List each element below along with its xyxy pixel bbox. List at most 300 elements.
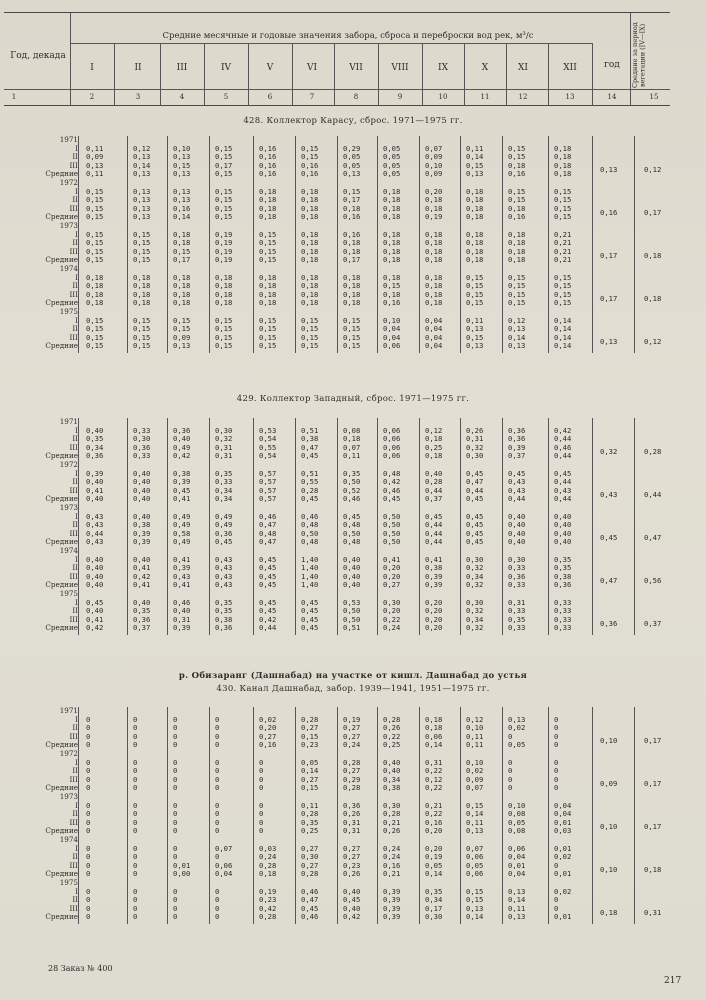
decade-label: II: [72, 520, 78, 530]
table-cell: 0,22: [425, 766, 443, 776]
table-cell: 0,13: [133, 203, 151, 213]
section-title: 428. Коллектор Карасу, сброс. 1971—1975 гг.: [243, 116, 463, 126]
table-cell: 0,13: [133, 186, 151, 196]
table-cell: 0,46: [554, 442, 572, 452]
table-cell: 0,11: [343, 451, 361, 461]
table-cell: 0,18: [383, 212, 401, 222]
page-number: 217: [664, 976, 682, 986]
table-cell: 0: [133, 852, 138, 862]
column-number: 12: [518, 93, 528, 101]
table-cell: 0,02: [259, 714, 277, 724]
decade-label: II: [72, 434, 78, 444]
table-cell: 0,40: [343, 903, 361, 913]
table-cell: 0,15: [466, 298, 484, 308]
table-cell: 0,18: [508, 160, 526, 170]
table-cell: 0: [173, 740, 178, 750]
table-cell: 0,44: [425, 485, 443, 495]
table-cell: 0,33: [554, 606, 572, 616]
table-cell: 0,16: [259, 160, 277, 170]
table-cell: 0,13: [173, 169, 191, 179]
table-cell: 0,21: [554, 255, 572, 265]
column-divider: [253, 707, 254, 924]
column-divider: [460, 136, 461, 353]
table-cell: 0,15: [301, 324, 319, 334]
column-divider: [548, 418, 549, 635]
table-cell: 0: [86, 886, 91, 896]
table-cell: 0,27: [301, 860, 319, 870]
month-header: XII: [563, 63, 577, 73]
decade-label: Средние: [45, 212, 78, 222]
table-cell: 0,42: [554, 425, 572, 435]
table-cell: 0,16: [383, 860, 401, 870]
table-cell: 0,45: [259, 554, 277, 564]
table-cell: 0: [508, 766, 513, 776]
table-cell: 0,16: [173, 203, 191, 213]
table-cell: 0,27: [301, 774, 319, 784]
section-title: 429. Коллектор Западный, сброс. 1971—1975 гг.: [236, 394, 470, 404]
table-cell: 0,05: [383, 143, 401, 153]
table-cell: 0,45: [466, 520, 484, 530]
column-number: 15: [649, 93, 659, 101]
column-divider: [502, 418, 503, 635]
table-cell: 0,45: [466, 537, 484, 547]
table-cell: 0,32: [466, 563, 484, 573]
table-cell: 0,12: [508, 315, 526, 325]
header-divider: [160, 43, 161, 105]
decade-label: III: [69, 289, 78, 299]
table-cell: 0,46: [301, 912, 319, 922]
table-cell: 0,14: [554, 315, 572, 325]
table-cell: 0,43: [508, 485, 526, 495]
vegetation-average: 0,17: [644, 208, 662, 218]
table-cell: 0,28: [343, 757, 361, 767]
decade-label: I: [75, 554, 78, 564]
table-cell: 0,40: [508, 520, 526, 530]
table-cell: 0,57: [259, 477, 277, 487]
month-header: IX: [438, 63, 448, 73]
year-average: 0,13: [600, 337, 618, 347]
table-cell: 0: [133, 766, 138, 776]
table-cell: 0,22: [383, 614, 401, 624]
table-cell: 0: [133, 886, 138, 896]
table-cell: 0,34: [383, 774, 401, 784]
table-cell: 0,48: [383, 468, 401, 478]
table-cell: 0,40: [133, 597, 151, 607]
table-cell: 0,18: [508, 246, 526, 256]
decade-label: Средние: [45, 623, 78, 633]
table-cell: 0,02: [508, 723, 526, 733]
table-cell: 0,45: [301, 597, 319, 607]
table-cell: 0,27: [343, 766, 361, 776]
table-cell: 0,10: [466, 757, 484, 767]
table-cell: 0: [86, 817, 91, 827]
table-cell: 0,24: [343, 740, 361, 750]
table-cell: 0: [86, 826, 91, 836]
table-cell: 0,27: [301, 723, 319, 733]
column-number: 8: [353, 93, 359, 101]
table-cell: 0,18: [425, 246, 443, 256]
table-cell: 0,11: [466, 143, 484, 153]
table-cell: 0,18: [133, 298, 151, 308]
table-cell: 0,05: [425, 860, 443, 870]
column-number: 1: [11, 93, 17, 101]
table-cell: 0,18: [425, 714, 443, 724]
table-cell: 0,14: [133, 160, 151, 170]
table-cell: 0,44: [554, 451, 572, 461]
table-cell: 0,18: [301, 229, 319, 239]
table-cell: 0,18: [301, 203, 319, 213]
table-cell: 0,41: [383, 554, 401, 564]
table-cell: 0,05: [466, 860, 484, 870]
table-cell: 0,40: [86, 494, 104, 504]
table-cell: 0,19: [215, 229, 233, 239]
table-cell: 0,16: [508, 169, 526, 179]
table-cell: 0: [508, 757, 513, 767]
table-cell: 0,44: [86, 528, 104, 538]
table-cell: 0,48: [301, 520, 319, 530]
table-cell: 0,41: [133, 563, 151, 573]
decade-label: Средние: [45, 494, 78, 504]
table-cell: 0,31: [173, 614, 191, 624]
table-cell: 0,38: [554, 571, 572, 581]
table-cell: 0: [554, 714, 559, 724]
table-cell: 0,27: [383, 580, 401, 590]
decade-label: III: [69, 528, 78, 538]
table-cell: 0,18: [343, 281, 361, 291]
table-cell: 0,49: [215, 511, 233, 521]
table-cell: 0,01: [508, 860, 526, 870]
table-cell: 0,13: [133, 195, 151, 205]
table-cell: 0,06: [383, 434, 401, 444]
table-cell: 0,45: [259, 606, 277, 616]
table-cell: 0,46: [259, 511, 277, 521]
table-cell: 0,46: [173, 597, 191, 607]
table-cell: 0,13: [343, 169, 361, 179]
table-cell: 0,47: [301, 442, 319, 452]
vegetation-average: 0,56: [644, 576, 662, 586]
table-cell: 0,16: [383, 298, 401, 308]
table-cell: 0,15: [343, 186, 361, 196]
table-cell: 0,18: [259, 203, 277, 213]
column-divider: [295, 707, 296, 924]
table-cell: 0,18: [173, 298, 191, 308]
table-cell: 0: [215, 731, 220, 741]
section-table: [4, 707, 670, 928]
table-cell: 0,23: [259, 895, 277, 905]
table-cell: 0,39: [383, 912, 401, 922]
decade-label: I: [75, 272, 78, 282]
month-header: IV: [220, 63, 232, 73]
table-cell: 0,50: [343, 614, 361, 624]
header-divider: [548, 43, 549, 105]
table-cell: 0,18: [425, 298, 443, 308]
table-cell: 0,13: [508, 341, 526, 351]
table-cell: 0,13: [466, 903, 484, 913]
table-cell: 0: [215, 714, 220, 724]
table-cell: 0,29: [343, 143, 361, 153]
column-divider: [78, 418, 79, 635]
table-cell: 0,26: [343, 809, 361, 819]
decade-label: III: [69, 203, 78, 213]
table-cell: 0,18: [343, 289, 361, 299]
table-cell: 0: [259, 817, 264, 827]
table-cell: 0,38: [383, 783, 401, 793]
table-cell: 0,30: [508, 554, 526, 564]
decade-label: III: [69, 860, 78, 870]
table-cell: 0,10: [508, 800, 526, 810]
table-cell: 0,36: [508, 571, 526, 581]
table-cell: 0,15: [215, 186, 233, 196]
table-cell: 0,11: [466, 731, 484, 741]
table-cell: 0,15: [86, 212, 104, 222]
table-cell: 0,39: [425, 571, 443, 581]
table-cell: 0: [173, 731, 178, 741]
table-cell: 0,18: [173, 272, 191, 282]
table-cell: 0,32: [466, 580, 484, 590]
table-cell: 0,40: [133, 554, 151, 564]
table-cell: 0,45: [301, 606, 319, 616]
table-cell: 0,13: [173, 186, 191, 196]
table-cell: 0,47: [466, 477, 484, 487]
table-cell: 0,15: [215, 203, 233, 213]
table-cell: 0: [508, 783, 513, 793]
table-cell: 0,16: [259, 152, 277, 162]
decade-label: III: [69, 774, 78, 784]
table-cell: 0,57: [259, 494, 277, 504]
table-cell: 0,18: [343, 203, 361, 213]
column-divider: [419, 136, 420, 353]
table-cell: 0: [173, 817, 178, 827]
table-cell: 0,04: [554, 809, 572, 819]
table-cell: 0,28: [301, 714, 319, 724]
table-cell: 0: [173, 766, 178, 776]
table-cell: 0,25: [383, 740, 401, 750]
column-divider: [127, 418, 128, 635]
decade-label: I: [75, 229, 78, 239]
table-cell: 0,40: [343, 571, 361, 581]
table-cell: 0,45: [466, 511, 484, 521]
table-cell: 0,27: [343, 852, 361, 862]
table-cell: 0,18: [466, 212, 484, 222]
table-cell: 0,45: [343, 511, 361, 521]
table-cell: 0,17: [173, 255, 191, 265]
table-cell: 0,13: [508, 886, 526, 896]
table-cell: 0,40: [343, 886, 361, 896]
year-label: 1975: [59, 307, 78, 316]
table-cell: 0,18: [554, 160, 572, 170]
table-cell: 0,05: [383, 169, 401, 179]
decade-label: Средние: [45, 255, 78, 265]
table-cell: 0,16: [259, 169, 277, 179]
table-cell: 0,02: [466, 766, 484, 776]
header-divider: [204, 43, 205, 105]
table-cell: 0,09: [466, 774, 484, 784]
table-cell: 0,28: [259, 912, 277, 922]
decade-label: I: [75, 757, 78, 767]
table-cell: 1,40: [301, 580, 319, 590]
table-cell: 0,18: [301, 195, 319, 205]
table-cell: 0,45: [259, 597, 277, 607]
year-average: 0,10: [600, 822, 618, 832]
table-cell: 0,11: [86, 169, 104, 179]
header-divider: [378, 43, 379, 105]
header-divider: [464, 43, 465, 105]
table-cell: 0,51: [301, 425, 319, 435]
table-cell: 0,07: [343, 442, 361, 452]
table-cell: 0,15: [301, 315, 319, 325]
table-cell: 0,57: [259, 485, 277, 495]
table-cell: 0,35: [554, 563, 572, 573]
table-cell: 0,06: [383, 341, 401, 351]
vegetation-average: 0,17: [644, 736, 662, 746]
table-cell: 0,50: [301, 528, 319, 538]
table-cell: 0,37: [133, 623, 151, 633]
year-label: 1972: [59, 749, 78, 758]
table-cell: 0: [173, 800, 178, 810]
table-cell: 0,31: [215, 451, 233, 461]
table-cell: 0,31: [343, 826, 361, 836]
table-cell: 0,42: [259, 903, 277, 913]
table-cell: 0,00: [173, 869, 191, 879]
table-cell: 0,18: [466, 203, 484, 213]
table-cell: 0,15: [554, 212, 572, 222]
table-cell: 0,17: [343, 255, 361, 265]
table-cell: 0,46: [383, 485, 401, 495]
table-cell: 0,18: [383, 186, 401, 196]
decade-label: III: [69, 817, 78, 827]
table-cell: 0,41: [86, 614, 104, 624]
table-cell: 0: [173, 714, 178, 724]
table-cell: 0,10: [425, 160, 443, 170]
table-cell: 0,18: [86, 298, 104, 308]
table-cell: 0: [133, 740, 138, 750]
table-cell: 0,08: [508, 826, 526, 836]
decade-label: Средние: [45, 169, 78, 179]
table-cell: 0,28: [301, 869, 319, 879]
table-cell: 0,19: [425, 212, 443, 222]
decade-label: Средние: [45, 869, 78, 879]
table-cell: 0,20: [425, 606, 443, 616]
header-divider: [114, 43, 115, 105]
table-cell: 0,12: [133, 143, 151, 153]
header-divider: [592, 43, 593, 105]
table-cell: 0,16: [425, 817, 443, 827]
table-cell: 0,19: [259, 886, 277, 896]
table-cell: 0,40: [86, 425, 104, 435]
table-cell: 0,45: [425, 511, 443, 521]
table-cell: 0,15: [215, 152, 233, 162]
table-cell: 0: [173, 757, 178, 767]
table-cell: 0: [215, 903, 220, 913]
table-cell: 0,15: [554, 203, 572, 213]
table-cell: 0,47: [259, 520, 277, 530]
table-cell: 0,21: [425, 800, 443, 810]
table-cell: 0,05: [343, 152, 361, 162]
table-cell: 0,16: [343, 212, 361, 222]
table-cell: 0: [508, 774, 513, 784]
table-cell: 0,40: [554, 511, 572, 521]
table-cell: 0,40: [86, 580, 104, 590]
table-cell: 0,45: [466, 494, 484, 504]
table-cell: 0,09: [425, 152, 443, 162]
vegetation-average: 0,17: [644, 779, 662, 789]
table-cell: 0: [215, 895, 220, 905]
table-cell: 0,20: [425, 186, 443, 196]
year-label: 1974: [59, 546, 78, 555]
table-cell: 0,30: [301, 852, 319, 862]
column-divider: [209, 136, 210, 353]
table-cell: 0: [173, 895, 178, 905]
table-cell: 0,15: [554, 289, 572, 299]
decade-label: Средние: [45, 298, 78, 308]
column-number: 7: [309, 93, 315, 101]
table-cell: 0,15: [508, 289, 526, 299]
table-cell: 0,18: [173, 281, 191, 291]
decade-label: Средние: [45, 912, 78, 922]
column-divider: [419, 707, 420, 924]
decade-label: II: [72, 852, 78, 862]
table-cell: 0,13: [86, 160, 104, 170]
table-cell: 0,33: [508, 563, 526, 573]
decade-label: III: [69, 160, 78, 170]
table-cell: 0,49: [215, 520, 233, 530]
table-cell: 0,15: [466, 332, 484, 342]
table-cell: 0: [86, 723, 91, 733]
table-cell: 0,18: [466, 186, 484, 196]
table-cell: 0,15: [301, 341, 319, 351]
table-cell: 0,15: [508, 186, 526, 196]
decade-label: II: [72, 606, 78, 616]
table-cell: 0,18: [554, 152, 572, 162]
table-cell: 0,11: [466, 817, 484, 827]
table-cell: 0,40: [554, 537, 572, 547]
table-cell: 0,15: [466, 886, 484, 896]
table-cell: 0: [86, 783, 91, 793]
column-divider: [253, 136, 254, 353]
table-cell: 0,18: [301, 281, 319, 291]
table-cell: 0: [133, 826, 138, 836]
table-cell: 0: [86, 774, 91, 784]
column-divider: [337, 707, 338, 924]
table-cell: 0,43: [173, 571, 191, 581]
column-divider: [127, 707, 128, 924]
table-cell: 0,40: [86, 477, 104, 487]
table-cell: 0,16: [508, 212, 526, 222]
table-cell: 0,15: [133, 246, 151, 256]
year-label: 1972: [59, 460, 78, 469]
table-cell: 0,23: [343, 860, 361, 870]
table-cell: 0: [86, 912, 91, 922]
table-cell: 0,15: [466, 895, 484, 905]
table-cell: 0,41: [133, 580, 151, 590]
table-cell: 0,18: [343, 272, 361, 282]
table-cell: 0: [215, 826, 220, 836]
column-divider: [548, 707, 549, 924]
decade-label: I: [75, 714, 78, 724]
vegetation-average: 0,12: [644, 165, 662, 175]
table-cell: 0,50: [343, 477, 361, 487]
table-cell: 0,15: [508, 281, 526, 291]
header-divider: [292, 43, 293, 105]
table-cell: 0,40: [86, 571, 104, 581]
month-header: VIII: [391, 63, 409, 73]
table-cell: 0,15: [215, 195, 233, 205]
table-cell: 0,36: [343, 800, 361, 810]
column-number: 11: [480, 93, 490, 101]
table-cell: 0,16: [301, 169, 319, 179]
table-cell: 0,15: [508, 152, 526, 162]
year-label: 1974: [59, 264, 78, 273]
